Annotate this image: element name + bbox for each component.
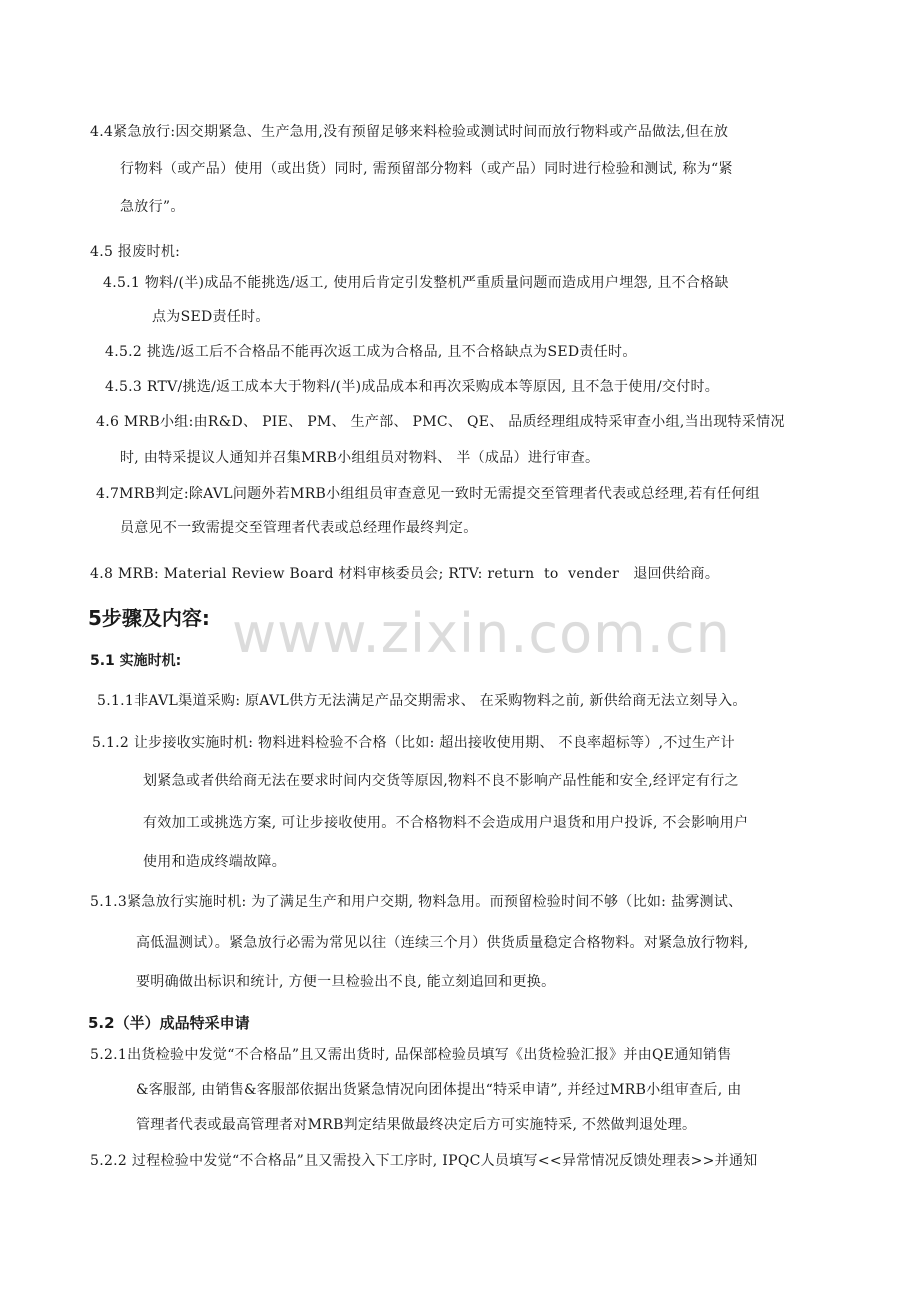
section-4-7-line-1: 4.7MRB判定:除AVL问题外若MRB小组组员审查意见一致时无需提交至管理者代表或总经理,若有任何组 bbox=[96, 486, 760, 502]
section-5-1-1: 5.1.1非AVL渠道采购: 原AVL供方无法满足产品交期需求、 在采购物料之前, 新供给商无法立刻导入。 bbox=[97, 693, 747, 709]
section-5-2-1-line-2: &客服部, 由销售&客服部依据出货紧急情况向团体提出“特采申请”, 并经过MRB小组审查后, 由 bbox=[136, 1082, 742, 1098]
section-5-2-2-line-1: 5.2.2 过程检验中发觉“不合格品”且又需投入下工序时, IPQC人员填写<<异常情况反馈处理表>>并通知 bbox=[90, 1153, 758, 1169]
section-4-5-3: 4.5.3 RTV/挑选/返工成本大于物料/(半)成品成本和再次采购成本等原因, 且不急于使用/交付时。 bbox=[105, 379, 720, 395]
section-5-2-heading: 5.2（半）成品特采申请 bbox=[88, 1014, 250, 1032]
section-4-5-title: 4.5 报废时机: bbox=[90, 244, 181, 260]
section-4-4-line-1: 4.4紧急放行:因交期紧急、生产急用,没有预留足够来料检验或测试时间而放行物料或产品做法,但在放 bbox=[90, 124, 729, 140]
section-4-8: 4.8 MRB: Material Review Board 材料审核委员会; RTV: return to vender 退回供给商。 bbox=[90, 566, 720, 582]
section-5-1-2-line-1: 5.1.2 让步接收实施时机: 物料进料检验不合格（比如: 超出接收使用期、 不良率超标等）,不过生产计 bbox=[92, 735, 735, 751]
section-5-1-3-line-1: 5.1.3紧急放行实施时机: 为了满足生产和用户交期, 物料急用。而预留检验时间不够（比如: 盐雾测试、 bbox=[90, 894, 743, 910]
section-4-6-line-2: 时, 由特采提议人通知并召集MRB小组组员对物料、 半（成品）进行审查。 bbox=[120, 450, 600, 466]
section-5-1-2-line-2: 划紧急或者供给商无法在要求时间内交货等原因,物料不良不影响产品性能和安全,经评定有行之 bbox=[143, 773, 739, 789]
section-5-1-3-line-2: 高低温测试）。紧急放行必需为常见以往（连续三个月）供货质量稳定合格物料。对紧急放行物料, bbox=[136, 935, 749, 951]
section-5-heading: 5步骤及内容: bbox=[88, 606, 210, 630]
section-5-2-1-line-1: 5.2.1出货检验中发觉“不合格品”且又需出货时, 品保部检验员填写《出货检验汇报》并由QE通知销售 bbox=[90, 1047, 732, 1063]
section-4-5-1-line-1: 4.5.1 物料/(半)成品不能挑选/返工, 使用后肯定引发整机严重质量问题而造成用户埋怨, 且不合格缺 bbox=[103, 275, 729, 291]
section-4-4-line-2: 行物料（或产品）使用（或出货）同时, 需预留部分物料（或产品）同时进行检验和测试, 称为“紧 bbox=[120, 161, 733, 177]
section-5-1-3-line-3: 要明确做出标识和统计, 方便一旦检验出不良, 能立刻追回和更换。 bbox=[136, 974, 556, 990]
section-4-6-line-1: 4.6 MRB小组:由R&D、 PIE、 PM、 生产部、 PMC、 QE、 品质经理组成特采审查小组,当出现特采情况 bbox=[96, 414, 785, 430]
section-4-5-1-line-2: 点为SED责任时。 bbox=[152, 309, 270, 325]
section-5-2-1-line-3: 管理者代表或最高管理者对MRB判定结果做最终决定后方可实施特采, 不然做判退处理。 bbox=[136, 1117, 697, 1133]
section-5-1-2-line-4: 使用和造成终端故障。 bbox=[143, 854, 286, 870]
section-5-1-heading: 5.1 实施时机: bbox=[90, 653, 182, 669]
section-4-7-line-2: 员意见不一致需提交至管理者代表或总经理作最终判定。 bbox=[120, 520, 478, 536]
section-4-5-2: 4.5.2 挑选/返工后不合格品不能再次返工成为合格品, 且不合格缺点为SED责任时。 bbox=[105, 344, 637, 360]
section-4-4-line-3: 急放行”。 bbox=[120, 199, 185, 215]
watermark: www.zixin.com.cn bbox=[232, 602, 731, 665]
section-5-1-2-line-3: 有效加工或挑选方案, 可让步接收使用。不合格物料不会造成用户退货和用户投诉, 不会影响用户 bbox=[143, 815, 749, 831]
